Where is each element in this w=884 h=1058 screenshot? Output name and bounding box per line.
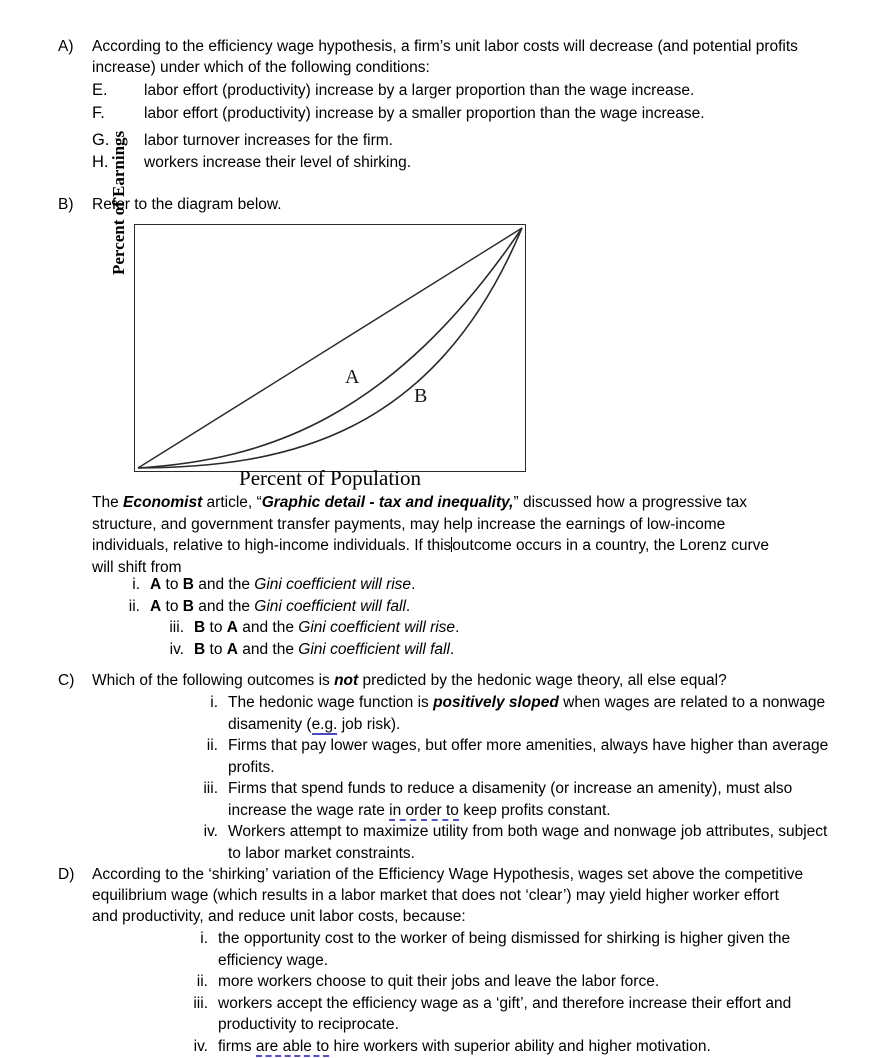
- chart-curves: [134, 224, 526, 472]
- option-h-marker: H.: [92, 152, 109, 171]
- option-c-i[interactable]: [196, 692, 836, 735]
- option-b-iv-mid: to: [205, 640, 227, 658]
- option-d-ii[interactable]: [186, 971, 846, 993]
- option-f[interactable]: [92, 103, 792, 125]
- option-b-iv-bold-from: B: [194, 640, 206, 658]
- option-c-iv[interactable]: [196, 821, 836, 864]
- chart-x-axis-label: Percent of Population: [239, 466, 421, 490]
- option-c-iii-grammar-flag: in order to: [389, 801, 459, 819]
- option-c-iii-post: keep profits constant.: [458, 801, 611, 819]
- option-d-iii-marker: iii.: [193, 994, 208, 1012]
- option-b-ii-end: .: [405, 597, 411, 615]
- lorenz-curve-diagram: [134, 224, 526, 472]
- option-b-ii-mid: to: [161, 597, 183, 615]
- option-b-i-end: .: [411, 576, 416, 593]
- option-d-iv[interactable]: [186, 1036, 846, 1058]
- option-d-i-marker: i.: [200, 930, 208, 947]
- option-c-i-mid: when wages are related to a nonwage disamenity (: [228, 694, 826, 733]
- option-f-marker: F.: [92, 103, 105, 122]
- option-g-marker: G.: [92, 131, 110, 149]
- question-c: [58, 670, 858, 864]
- option-d-iv-pre: firms: [218, 1037, 256, 1055]
- chart-y-axis-label: [109, 130, 129, 275]
- curve-label-b: B: [414, 385, 428, 407]
- question-a-stem: According to the efficiency wage hypothesis, a firm’s unit labor costs will decrease (and potential profits increase) under which of the following conditions:: [92, 38, 798, 76]
- line-of-equality: [138, 228, 522, 468]
- option-b-iv-bold-to: A: [226, 640, 238, 658]
- option-b-iv[interactable]: [154, 639, 618, 661]
- paragraph-part-1: The: [92, 494, 124, 511]
- question-d: [58, 864, 848, 1057]
- option-b-iv-italic: Gini coefficient will fall: [298, 640, 450, 658]
- option-d-i-text: the opportunity cost to the worker of being dismissed for shirking is higher given the efficiency wage.: [218, 930, 791, 969]
- option-c-ii[interactable]: [196, 735, 836, 778]
- option-b-iii-mid: to: [205, 619, 227, 636]
- option-h[interactable]: [92, 152, 792, 174]
- question-a: [58, 36, 848, 173]
- option-d-iv-text: [218, 1036, 846, 1058]
- option-e-text: labor effort (productivity) increase by a larger proportion than the wage increase.: [144, 82, 695, 99]
- option-d-iv-grammar-flag: are able to: [255, 1037, 330, 1055]
- question-c-options: [196, 692, 836, 864]
- question-d-stem: According to the ‘shirking’ variation of the Efficiency Wage Hypothesis, wages set above the competitive equilibrium wage (which results in a labor market that does not ‘clear’) may yield higher worker effort and productivity, and reduce unit labor costs, because:: [92, 866, 804, 925]
- option-g[interactable]: [92, 130, 792, 152]
- option-c-iii-text: [228, 778, 836, 821]
- option-d-iv-marker: iv.: [193, 1037, 208, 1055]
- question-c-stem-pre: Which of the following outcomes is: [92, 672, 335, 689]
- option-c-i-text: [228, 692, 836, 735]
- option-h-text: workers increase their level of shirking.: [144, 153, 412, 171]
- question-c-letter: C): [58, 672, 75, 689]
- option-b-ii-post: and the: [193, 597, 255, 615]
- option-b-i-mid: to: [161, 576, 183, 593]
- option-b-iii-italic: Gini coefficient will rise: [298, 619, 456, 636]
- option-c-iv-marker: iv.: [203, 823, 218, 840]
- question-b: [58, 194, 848, 215]
- option-b-ii-marker: ii.: [128, 597, 140, 615]
- option-d-ii-marker: ii.: [196, 973, 208, 990]
- paragraph-part-3: ” discussed how a progressive tax structure, and government transfer payments, may help increase the earnings of low-income individuals, relative to high-income individuals. If this: [92, 494, 747, 554]
- option-b-iii-end: .: [455, 619, 460, 636]
- option-b-ii-bold-from: A: [150, 597, 162, 615]
- question-d-letter: D): [58, 866, 75, 883]
- option-c-ii-marker: ii.: [206, 737, 218, 754]
- question-b-options: [118, 574, 618, 660]
- option-d-iii-text: workers accept the efficiency wage as a ‘gift’, and therefore increase their effort and productivity to reciprocate.: [218, 994, 792, 1033]
- question-c-stem-emphasis: not: [334, 672, 359, 689]
- option-c-iii[interactable]: [196, 778, 836, 821]
- option-d-ii-text: more workers choose to quit their jobs and leave the labor force.: [218, 973, 660, 990]
- option-b-ii-bold-to: B: [182, 597, 194, 615]
- option-b-i-post: and the: [193, 576, 255, 593]
- option-g-text: labor turnover increases for the firm.: [144, 132, 393, 149]
- option-b-iii-post: and the: [237, 619, 299, 636]
- option-b-iii-text: [194, 617, 618, 639]
- option-b-iv-marker: iv.: [169, 640, 184, 658]
- question-c-stem-post: predicted by the hedonic wage theory, all else equal?: [358, 672, 727, 689]
- option-b-i-marker: i.: [132, 576, 140, 593]
- chart-y-axis-label-text: Percent of Earnings: [109, 130, 128, 275]
- option-c-iv-text: Workers attempt to maximize utility from both wage and nonwage job attributes, subject to labor market constraints.: [228, 823, 828, 862]
- option-c-i-marker: i.: [210, 694, 218, 711]
- option-b-i-bold-from: A: [150, 576, 162, 593]
- question-a-options: [92, 80, 792, 173]
- question-c-header: [58, 670, 858, 691]
- option-b-iii-bold-to: A: [226, 619, 238, 636]
- option-b-iii[interactable]: [154, 617, 618, 639]
- option-b-iii-bold-from: B: [194, 619, 206, 636]
- option-c-ii-text: Firms that pay lower wages, but offer more amenities, always have higher than average profits.: [228, 737, 829, 776]
- curve-label-a: A: [345, 366, 360, 388]
- option-c-i-post: job risk).: [337, 715, 401, 733]
- option-b-iv-text: [194, 639, 618, 661]
- paragraph-emphasis-article-title: Graphic detail - tax and inequality,: [261, 494, 514, 511]
- option-b-i-italic: Gini coefficient will rise: [254, 576, 412, 593]
- option-d-i[interactable]: [186, 928, 846, 971]
- question-b-letter: B): [58, 196, 74, 213]
- question-b-header: [58, 194, 848, 215]
- option-c-iii-marker: iii.: [203, 780, 218, 797]
- option-b-i[interactable]: [118, 574, 618, 596]
- option-b-iii-marker: iii.: [169, 619, 184, 636]
- paragraph-emphasis-economist: Economist: [123, 494, 203, 511]
- question-d-options: [186, 928, 846, 1057]
- option-b-ii[interactable]: [118, 596, 618, 618]
- option-f-text: labor effort (productivity) increase by a smaller proportion than the wage increase.: [144, 104, 705, 122]
- option-e-marker: E.: [92, 81, 108, 99]
- paragraph-part-2: article, “: [202, 494, 262, 511]
- question-b-stem: Refer to the diagram below.: [92, 196, 282, 213]
- option-c-i-emphasis: positively sloped: [433, 694, 559, 711]
- option-b-iv-end: .: [449, 640, 455, 658]
- option-d-iv-post: hire workers with superior ability and higher motivation.: [329, 1037, 711, 1055]
- question-a-header: [58, 36, 848, 78]
- paragraph-part-4: outcome occurs in a country, the Lorenz curve will shift from: [92, 537, 770, 576]
- option-b-i-text: [150, 574, 618, 596]
- option-b-ii-text: [150, 596, 618, 618]
- question-a-letter: A): [58, 38, 74, 55]
- option-b-i-bold-to: B: [182, 576, 194, 593]
- option-d-iii[interactable]: [186, 993, 846, 1036]
- question-d-header: [58, 864, 848, 927]
- option-e[interactable]: [92, 80, 792, 102]
- option-c-i-grammar-flag: e.g.: [311, 715, 338, 733]
- option-c-iii-pre: Firms that spend funds to reduce a disamenity (or increase an amenity), must also increase the wage rate: [228, 780, 793, 819]
- option-b-iv-post: and the: [237, 640, 299, 658]
- question-c-stem: [92, 670, 727, 691]
- option-b-ii-italic: Gini coefficient will fall: [254, 597, 406, 615]
- question-b-paragraph: [92, 492, 782, 578]
- option-c-i-pre: The hedonic wage function is: [228, 694, 434, 711]
